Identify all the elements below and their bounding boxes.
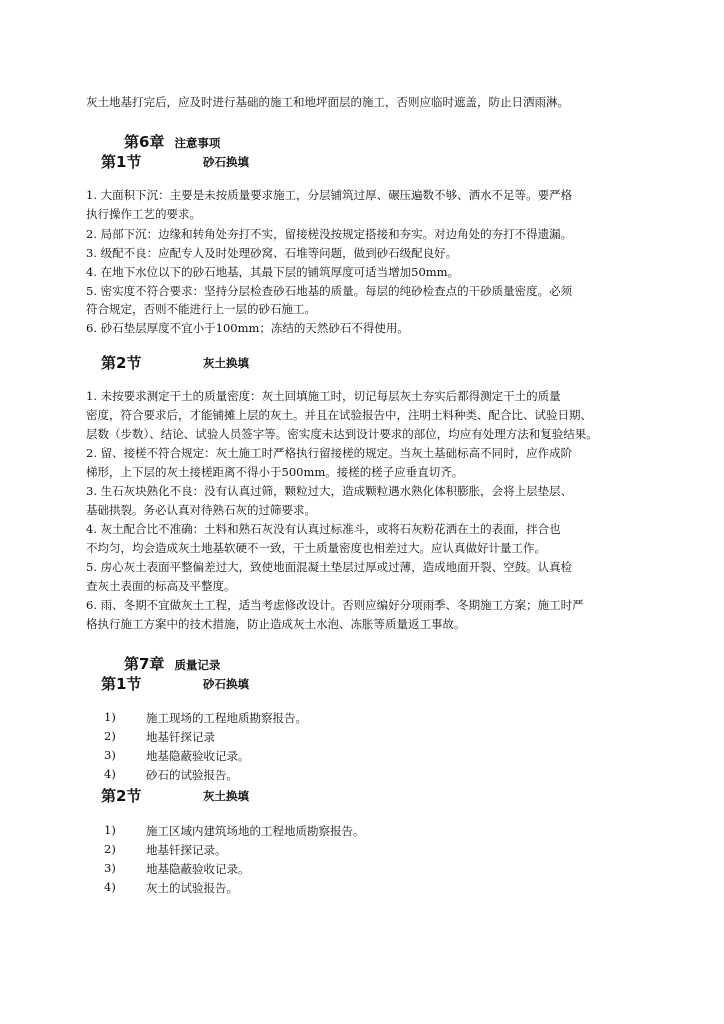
section-number: 第2节: [101, 354, 142, 372]
paragraph-line: 层数（步数）、结论、试验人员签字等。密实度未达到设计要求的部位，均应有处理方法和复验结果。: [86, 427, 598, 441]
paragraph-line: 2. 局部下沉：边缘和转角处夯打不实，留接槎没按规定搭接和夯实。对边角处的夯打不得遗漏。: [86, 227, 573, 241]
paragraph-line: 格执行施工方案中的技术措施，防止造成灰土水泡、冻胀等质量返工事故。: [86, 617, 466, 631]
section-title: 灰土换填: [203, 789, 249, 803]
paragraph-line: 6. 雨、冬期不宜做灰土工程，适当考虑修改设计。否则应编好分项雨季、冬期施工方案；施工时严: [86, 598, 584, 612]
chapter-number: 第7章: [124, 655, 165, 673]
record-text: 地基钎探记录: [146, 730, 215, 744]
paragraph-line: 5. 密实度不符合要求：坚持分层检查砂石地基的质量。每层的纯砂检查点的干砂质量密度。必须: [86, 284, 573, 298]
section-number: 第1节: [101, 153, 142, 171]
intro-paragraph: 灰土地基打完后，应及时进行基础的施工和地坪面层的施工，否则应临时遮盖，防止日洒雨淋。: [86, 95, 569, 109]
paragraph-line: 2. 留、接槎不符合规定：灰土施工时严格执行留接槎的规定。当灰土基础标高不同时，应作成阶: [86, 446, 573, 460]
chapter-number: 第6章: [124, 133, 165, 151]
record-text: 地基钎探记录。: [146, 843, 227, 857]
paragraph-line: 3. 级配不良：应配专人及时处理砂窝、石堆等问题，做到砂石级配良好。: [86, 246, 458, 260]
record-number: 3): [104, 861, 116, 875]
section-number: 第2节: [101, 787, 142, 805]
paragraph-line: 3. 生石灰块熟化不良：没有认真过筛，颗粒过大，造成颗粒遇水熟化体积膨胀，会将上层垫层、: [86, 484, 573, 498]
paragraph-line: 梯形，上下层的灰土接槎距离不得小于500mm。接槎的槎子应垂直切齐。: [86, 465, 464, 479]
record-number: 3): [104, 748, 116, 762]
record-number: 4): [104, 880, 116, 894]
record-number: 1): [104, 710, 116, 724]
paragraph-line: 密度，符合要求后，才能铺摊上层的灰土。并且在试验报告中，注明土料种类、配合比、试验日期、: [86, 408, 592, 422]
record-number: 2): [104, 842, 116, 856]
record-text: 地基隐蔽验收记录。: [146, 749, 250, 763]
section-title: 砂石换填: [203, 677, 249, 691]
record-text: 施工现场的工程地质勘察报告。: [146, 711, 307, 725]
chapter-6-heading: [124, 131, 220, 152]
section-title: 灰土换填: [203, 356, 249, 370]
paragraph-line: 6. 砂石垫层厚度不宜小于100mm；冻结的天然砂石不得使用。: [86, 321, 409, 335]
record-number: 1): [104, 823, 116, 837]
paragraph-line: 1. 未按要求测定干土的质量密度：灰土回填施工时，切记每层灰土夯实后都得测定干土的质量: [86, 389, 561, 403]
record-text: 地基隐蔽验收记录。: [146, 862, 250, 876]
paragraph-line: 查灰土表面的标高及平整度。: [86, 579, 236, 593]
section-title: 砂石换填: [203, 155, 249, 169]
record-number: 2): [104, 729, 116, 743]
section-number: 第1节: [101, 675, 142, 693]
record-number: 4): [104, 767, 116, 781]
chapter-7-heading: [124, 653, 220, 674]
paragraph-line: 4. 灰土配合比不准确：土料和熟石灰没有认真过标准斗，或将石灰粉花洒在土的表面，拌合也: [86, 522, 561, 536]
paragraph-line: 1. 大面积下沉：主要是未按质量要求施工，分层铺筑过厚、碾压遍数不够、洒水不足等。要严格: [86, 188, 573, 202]
paragraph-line: 4. 在地下水位以下的砂石地基，其最下层的铺筑厚度可适当增加50mm。: [86, 265, 460, 279]
record-text: 砂石的试验报告。: [146, 768, 238, 782]
record-text: 施工区域内建筑场地的工程地质勘察报告。: [146, 824, 365, 838]
chapter-title: 注意事项: [174, 136, 221, 150]
chapter-title: 质量记录: [174, 658, 221, 672]
paragraph-line: 基础拱裂。务必认真对待熟石灰的过筛要求。: [86, 503, 316, 517]
paragraph-line: 5. 房心灰土表面平整偏差过大，致使地面混凝土垫层过厚或过薄，造成地面开裂、空鼓。认真检: [86, 560, 573, 574]
paragraph-line: 执行操作工艺的要求。: [86, 207, 201, 221]
paragraph-line: 不均匀，均会造成灰土地基软硬不一致，干土质量密度也相差过大。应认真做好计量工作。: [86, 541, 546, 555]
record-text: 灰土的试验报告。: [146, 881, 238, 895]
paragraph-line: 符合规定，否则不能进行上一层的砂石施工。: [86, 302, 316, 316]
